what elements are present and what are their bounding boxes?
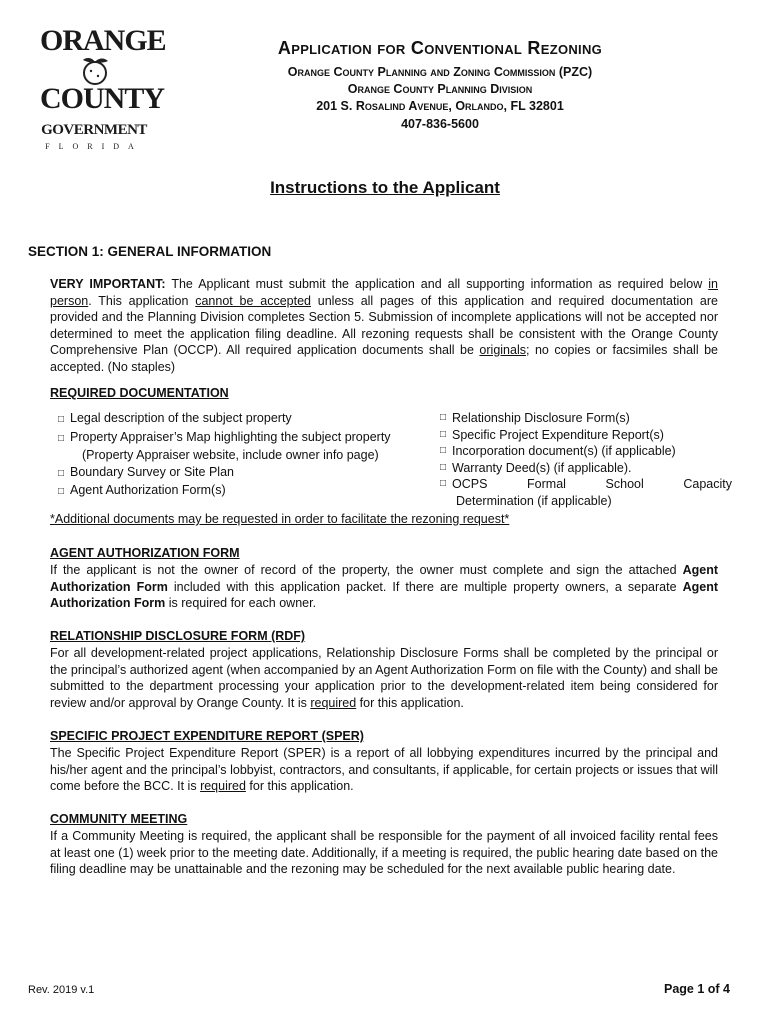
doc-item-relationship-disclosure: [440, 410, 732, 427]
doc-item-ocps-continued: Determination (if applicable): [456, 493, 612, 508]
doc-item-ocps: [440, 476, 732, 493]
emphasis-required: required: [200, 779, 246, 793]
checkbox-icon: □: [58, 432, 65, 444]
logo-word-county: COUNTY: [40, 82, 165, 115]
community-meeting-heading: COMMUNITY MEETING: [50, 812, 188, 826]
emphasis-originals: originals: [479, 343, 526, 357]
ocps-word: Formal: [527, 477, 566, 491]
page-number: Page 1 of 4: [664, 982, 730, 996]
ocps-word: OCPS: [452, 477, 488, 491]
important-paragraph: [50, 276, 718, 375]
doc-item-legal-description: [58, 410, 438, 429]
required-docs-left-list: [58, 410, 438, 501]
agent-authorization-paragraph: [50, 562, 718, 612]
text-span: If the applicant is not the owner of record of the property, the owner must complete and sign the attached: [50, 563, 683, 577]
ocps-word: School: [605, 477, 644, 491]
doc-item-incorporation: [440, 443, 732, 460]
doc-item-label: Warranty Deed(s) (if applicable).: [452, 460, 632, 475]
text-span: for this application.: [245, 779, 354, 793]
checkbox-icon: □: [440, 478, 447, 489]
expenditure-report-heading: SPECIFIC PROJECT EXPENDITURE REPORT (SPER): [50, 729, 364, 743]
doc-item-label: Agent Authorization Form(s): [70, 483, 226, 497]
relationship-disclosure-paragraph: [50, 645, 718, 711]
important-label: VERY IMPORTANT:: [50, 277, 166, 291]
phone-number: 407-836-5600: [401, 117, 479, 131]
page-title: Application for Conventional Rezoning: [277, 38, 603, 58]
required-docs-right-list: [440, 410, 732, 509]
doc-item-label: Relationship Disclosure Form(s): [452, 411, 630, 425]
text-span: For all development-related project applications, Relationship Disclosure Forms shall be completed by the principal or the principal’s authorized agent (when accompanied by an Agent Authorization Form on file with the County) and shall be submitted to the department processing your application prior to the development-related item being considered for review and/or approval by Orange County. It is: [50, 646, 718, 710]
text-span: for this application.: [356, 695, 464, 710]
checkbox-icon: □: [440, 461, 447, 473]
text-span: The Applicant must submit the application and all supporting information as required below: [165, 277, 709, 291]
checkbox-icon: □: [58, 486, 65, 497]
doc-item-label: Incorporation document(s) (if applicable): [452, 444, 676, 458]
checkbox-icon: □: [440, 428, 447, 440]
emphasis-in-person: in person: [50, 277, 718, 308]
revision-label: Rev. 2019 v.1: [28, 984, 95, 996]
checkbox-icon: □: [440, 445, 447, 456]
division-name: Orange County Planning Division: [347, 82, 533, 96]
text-span: ; no copies or facsimiles shall be accepted. (No staples): [50, 343, 718, 374]
additional-documents-note: *Additional documents may be requested in order to facilitate the rezoning request*: [50, 512, 510, 526]
doc-item-property-map: [58, 429, 438, 448]
text-span: included with this application packet. If there are multiple property owners, a separate: [167, 579, 683, 594]
doc-item-label: Legal description of the subject property: [70, 411, 292, 425]
emphasis-required: required: [310, 695, 357, 710]
doc-item-label: Property Appraiser’s Map highlighting the subject property: [70, 429, 391, 444]
text-span: unless all pages of this application and required documentation are provided and the Planning Division completes Section 5. Submission of incomplete applications will not be accepted nor determined to meet the application filing deadline. All rezoning requests shall be consistent with the Orange County Comprehensive Plan (OCCP). All required application documents shall be: [50, 293, 718, 357]
expenditure-report-paragraph: [50, 745, 718, 795]
checkbox-icon: □: [440, 412, 447, 423]
agent-authorization-heading: AGENT AUTHORIZATION FORM: [50, 546, 240, 560]
commission-name: Orange County Planning and Zoning Commission (PZC): [287, 65, 593, 79]
logo-word-government: GOVERNMENT: [41, 122, 147, 138]
agent-form-name: Agent Authorization Form: [50, 579, 719, 610]
required-documentation-heading: REQUIRED DOCUMENTATION: [50, 386, 229, 400]
checkbox-icon: □: [58, 414, 65, 425]
doc-item-expenditure-report: [440, 427, 732, 444]
doc-item-note: (Property Appraiser website, include owner info page): [82, 448, 379, 462]
instructions-title: Instructions to the Applicant: [270, 178, 500, 197]
relationship-disclosure-heading: RELATIONSHIP DISCLOSURE FORM (RDF): [50, 629, 306, 643]
doc-item-label: Specific Project Expenditure Report(s): [452, 427, 664, 442]
orange-county-logo: [40, 22, 166, 154]
text-span: The Specific Project Expenditure Report (SPER) is a report of all lobbying expenditures incurred by the principal and his/her agent and the principal’s lobbyist, contractors, and consultants, if applicable, for certain projects or issues that will come before the BCC. It is: [50, 746, 718, 793]
doc-item-label: Boundary Survey or Site Plan: [70, 464, 234, 479]
section-1-heading: SECTION 1: GENERAL INFORMATION: [28, 244, 272, 259]
doc-item-warranty-deed: [440, 460, 732, 477]
doc-item-boundary-survey: [58, 464, 438, 483]
logo-word-florida: FLORIDA: [45, 142, 143, 151]
checkbox-icon: □: [58, 467, 65, 479]
address: 201 S. Rosalind Avenue, Orlando, FL 32801: [316, 99, 564, 113]
doc-item-agent-authorization: [58, 482, 438, 501]
ocps-word: Capacity: [683, 477, 732, 491]
text-span: is required for each owner.: [165, 596, 317, 610]
text-span: . This application: [88, 293, 196, 308]
agent-form-name: Agent Authorization Form: [50, 563, 718, 594]
emphasis-cannot-be-accepted: cannot be accepted: [195, 293, 311, 308]
community-meeting-paragraph: If a Community Meeting is required, the applicant shall be responsible for the payment of all invoiced facility rental fees at least one (1) week prior to the meeting date. Additionally, if a meeting is required, the public hearing date based on the filing deadline may be unattainable and the rezoning may be scheduled for the next available public hearing date.: [50, 829, 718, 876]
logo-word-orange: ORANGE: [40, 24, 166, 57]
